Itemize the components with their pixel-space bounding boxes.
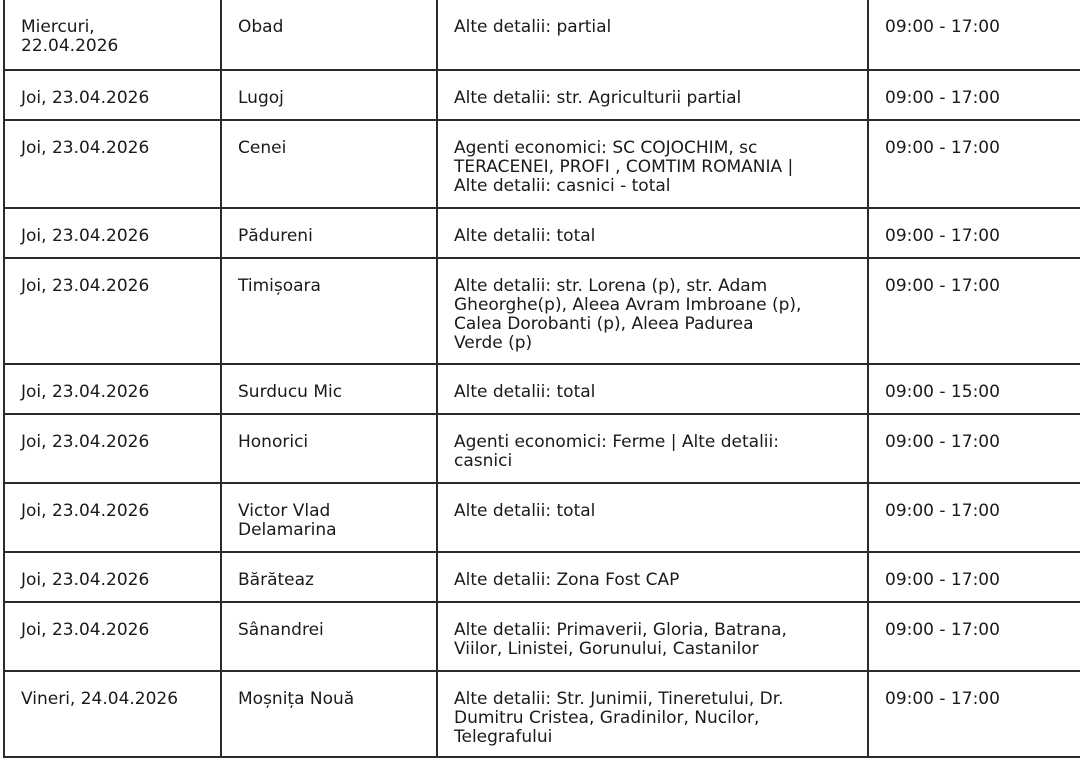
hours-cell: 09:00 - 17:00 [868, 552, 1080, 602]
details-cell: Alte detalii: Zona Fost CAP [437, 552, 868, 602]
locality-cell: Sânandrei [221, 602, 437, 671]
date-cell: Joi, 23.04.2026 [4, 552, 221, 602]
table-row [4, 0, 1080, 70]
details-cell: Agenti economici: Ferme | Alte detalii: casnici [437, 414, 868, 483]
locality-cell: Bărăteaz [221, 552, 437, 602]
locality-cell: Timișoara [221, 258, 437, 364]
date-cell: Joi, 23.04.2026 [4, 120, 221, 208]
table-row [4, 671, 1080, 757]
hours-cell: 09:00 - 17:00 [868, 208, 1080, 258]
hours-cell: 09:00 - 17:00 [868, 120, 1080, 208]
locality-cell: Honorici [221, 414, 437, 483]
hours-cell: 09:00 - 17:00 [868, 414, 1080, 483]
table-row [4, 70, 1080, 120]
locality-cell: Pădureni [221, 208, 437, 258]
details-cell: Alte detalii: str. Agriculturii partial [437, 70, 868, 120]
table-row [4, 552, 1080, 602]
hours-cell: 09:00 - 17:00 [868, 0, 1080, 70]
hours-cell: 09:00 - 15:00 [868, 364, 1080, 414]
details-cell: Alte detalii: total [437, 208, 868, 258]
locality-cell: Surducu Mic [221, 364, 437, 414]
date-cell: Joi, 23.04.2026 [4, 208, 221, 258]
date-cell: Joi, 23.04.2026 [4, 602, 221, 671]
date-cell: Miercuri, 22.04.2026 [4, 0, 221, 70]
table-row [4, 364, 1080, 414]
details-cell: Alte detalii: partial [437, 0, 868, 70]
hours-cell: 09:00 - 17:00 [868, 602, 1080, 671]
locality-cell: Moșnița Nouă [221, 671, 437, 757]
hours-cell: 09:00 - 17:00 [868, 258, 1080, 364]
details-cell: Alte detalii: str. Lorena (p), str. Adam Gheorghe(p), Aleea Avram Imbroane (p), Calea Dorobanti (p), Aleea Padurea Verde (p) [437, 258, 868, 364]
locality-cell: Cenei [221, 120, 437, 208]
details-cell: Alte detalii: total [437, 483, 868, 552]
locality-cell: Obad [221, 0, 437, 70]
date-cell: Joi, 23.04.2026 [4, 414, 221, 483]
table-row [4, 258, 1080, 364]
date-cell: Joi, 23.04.2026 [4, 483, 221, 552]
date-cell: Joi, 23.04.2026 [4, 70, 221, 120]
hours-cell: 09:00 - 17:00 [868, 671, 1080, 757]
details-cell: Alte detalii: Primaverii, Gloria, Batrana, Viilor, Linistei, Gorunului, Castanilor [437, 602, 868, 671]
outage-schedule-table [3, 0, 1080, 758]
details-cell: Agenti economici: SC COJOCHIM, sc TERACENEI, PROFI , COMTIM ROMANIA | Alte detalii: casnici - total [437, 120, 868, 208]
table-row [4, 120, 1080, 208]
hours-cell: 09:00 - 17:00 [868, 483, 1080, 552]
date-cell: Joi, 23.04.2026 [4, 364, 221, 414]
details-cell: Alte detalii: total [437, 364, 868, 414]
hours-cell: 09:00 - 17:00 [868, 70, 1080, 120]
date-cell: Vineri, 24.04.2026 [4, 671, 221, 757]
locality-cell: Victor Vlad Delamarina [221, 483, 437, 552]
table-row [4, 602, 1080, 671]
table-row [4, 208, 1080, 258]
locality-cell: Lugoj [221, 70, 437, 120]
details-cell: Alte detalii: Str. Junimii, Tineretului, Dr. Dumitru Cristea, Gradinilor, Nucilor, Telegrafului [437, 671, 868, 757]
table-row [4, 414, 1080, 483]
date-cell: Joi, 23.04.2026 [4, 258, 221, 364]
table-row [4, 483, 1080, 552]
